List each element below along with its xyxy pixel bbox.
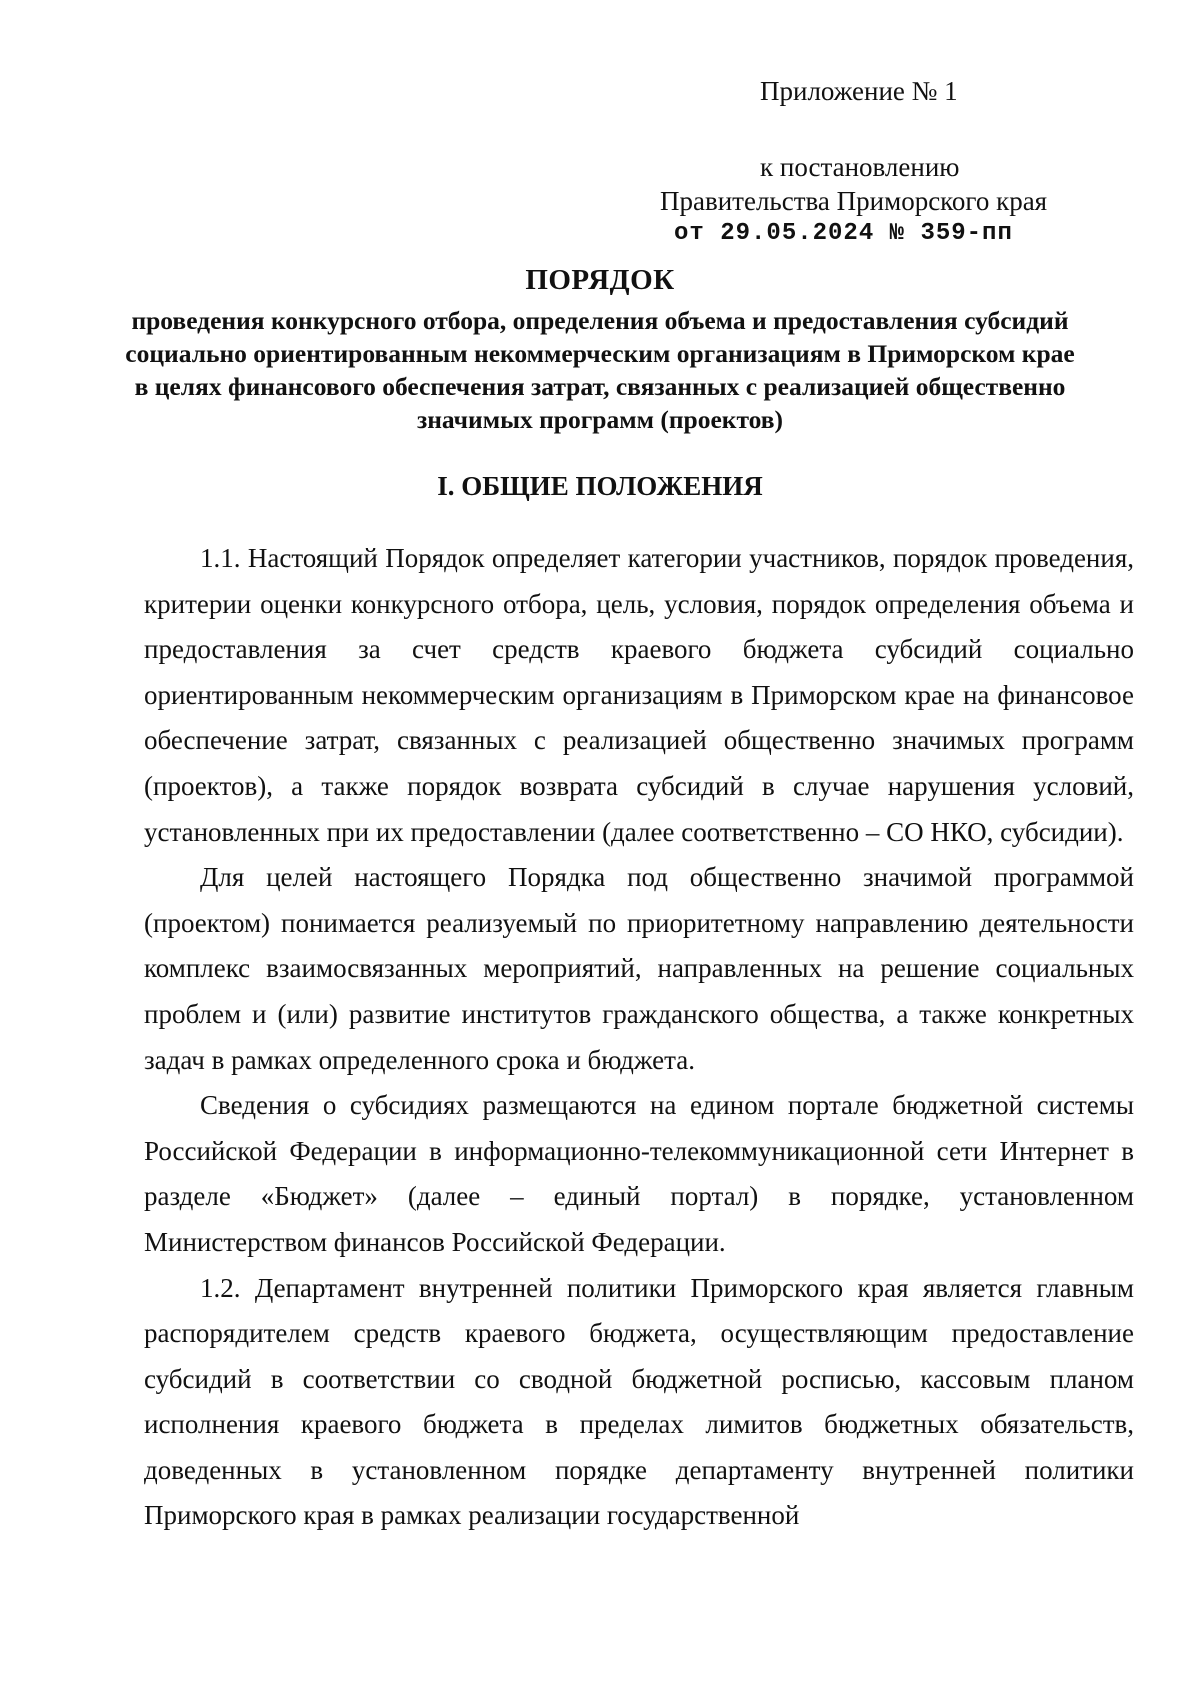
paragraph-1-1: 1.1. Настоящий Порядок определяет категории участников, порядок проведения, критерии оценки конкурсного отбора, цель, условия, порядок определения объема и предоставления за счет средств краевого бюджета субсидий социально ориентированным некоммерческим организациям в Приморском крае на финансовое обеспечение затрат, связанных с реализацией общественно значимых программ (проектов), а также порядок возврата субсидий в случае нарушения условий, установленных при их предоставлении (далее соответственно – СО НКО, субсидии).	[144, 543, 1134, 847]
paragraph-1-2: 1.2. Департамент внутренней политики Приморского края является главным распорядителем средств краевого бюджета, осуществляющим предоставление субсидий в соответствии со сводной бюджетной росписью, кассовым планом исполнения краевого бюджета в пределах лимитов бюджетных обязательств, доведенных в установленном порядке департаменту внутренней политики Приморского края в рамках реализации государственной	[144, 1272, 1134, 1531]
decree-issuer: Правительства Приморского края	[660, 186, 1048, 216]
document-heading	[120, 262, 1080, 436]
appendix-header	[660, 74, 1100, 250]
paragraph-portal-info: Сведения о субсидиях размещаются на едином портале бюджетной системы Российской Федерации в информационно-телекоммуникационной сети Интернет в разделе «Бюджет» (далее – единый портал) в порядке, установленном Министерством финансов Российской Федерации.	[144, 1090, 1134, 1257]
decree-date-number: от 29.05.2024 № 359-пп	[674, 220, 1013, 247]
appendix-number: Приложение № 1	[760, 76, 958, 106]
document-title: ПОРЯДОК	[525, 264, 675, 296]
paragraph-definition: Для целей настоящего Порядка под общественно значимой программой (проектом) понимается реализуемый по приоритетному направлению деятельности комплекс взаимосвязанных мероприятий, направленных на решение социальных проблем и (или) развитие институтов гражданского общества, а также конкретных задач в рамках определенного срока и бюджета.	[144, 862, 1134, 1075]
to-decree-label: к постановлению	[760, 152, 960, 182]
section-title: I. ОБЩИЕ ПОЛОЖЕНИЯ	[437, 471, 763, 501]
document-body	[144, 536, 1134, 1539]
document-subtitle: проведения конкурсного отбора, определения объема и предоставления субсидий социально ориентированным некоммерческим организациям в Приморском крае в целях финансового обеспечения затрат, связанных с реализацией общественно значимых программ (проектов)	[125, 306, 1075, 434]
